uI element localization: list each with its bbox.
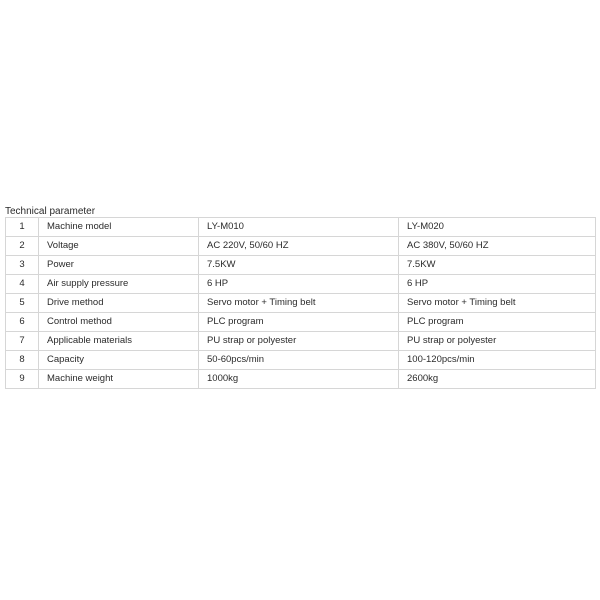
table-row [6,237,596,256]
table-row [6,370,596,389]
model-a-value: LY-M010 [199,218,399,237]
row-number: 9 [6,370,39,389]
model-b-value: PU strap or polyester [399,332,596,351]
row-number: 2 [6,237,39,256]
model-a-value: PU strap or polyester [199,332,399,351]
model-b-value: 100-120pcs/min [399,351,596,370]
model-a-value: Servo motor + Timing belt [199,294,399,313]
row-number: 6 [6,313,39,332]
row-number: 5 [6,294,39,313]
parameter-name: Air supply pressure [39,275,199,294]
model-a-value: 50-60pcs/min [199,351,399,370]
technical-parameter-table [5,217,596,389]
model-a-value: PLC program [199,313,399,332]
model-a-value: 1000kg [199,370,399,389]
parameter-name: Voltage [39,237,199,256]
parameter-name: Capacity [39,351,199,370]
technical-parameter-section [5,206,595,389]
model-a-value: 7.5KW [199,256,399,275]
model-b-value: PLC program [399,313,596,332]
model-b-value: 6 HP [399,275,596,294]
table-row [6,332,596,351]
row-number: 1 [6,218,39,237]
parameter-name: Drive method [39,294,199,313]
table-row [6,256,596,275]
table-row [6,218,596,237]
table-row [6,351,596,370]
table-row [6,275,596,294]
parameter-name: Applicable materials [39,332,199,351]
row-number: 4 [6,275,39,294]
parameter-name: Power [39,256,199,275]
model-b-value: 7.5KW [399,256,596,275]
model-b-value: Servo motor + Timing belt [399,294,596,313]
parameter-name: Machine weight [39,370,199,389]
model-a-value: AC 220V, 50/60 HZ [199,237,399,256]
parameter-name: Control method [39,313,199,332]
row-number: 8 [6,351,39,370]
parameter-name: Machine model [39,218,199,237]
row-number: 7 [6,332,39,351]
table-title: Technical parameter [5,206,96,217]
model-a-value: 6 HP [199,275,399,294]
table-row [6,294,596,313]
table-row [6,313,596,332]
model-b-value: 2600kg [399,370,596,389]
model-b-value: AC 380V, 50/60 HZ [399,237,596,256]
model-b-value: LY-M020 [399,218,596,237]
row-number: 3 [6,256,39,275]
